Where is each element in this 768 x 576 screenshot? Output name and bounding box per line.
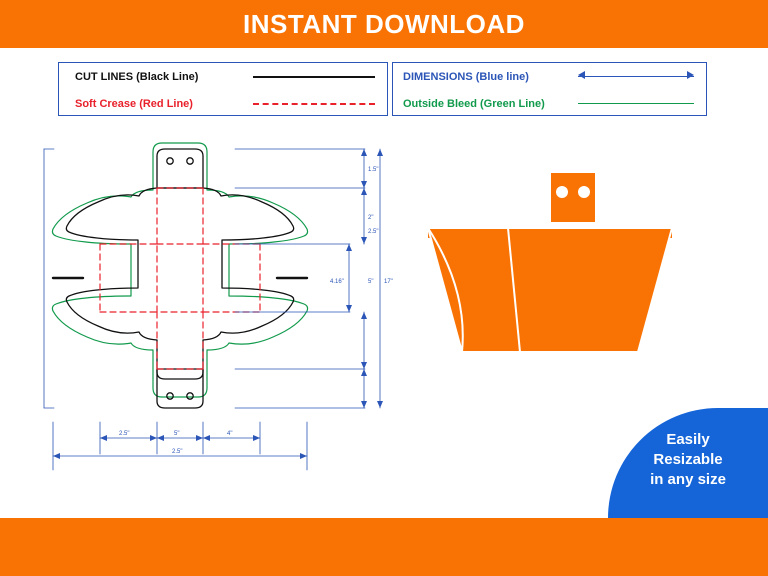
legend-sample-cut-line: [253, 70, 375, 84]
legend-row-soft-crease: [59, 90, 387, 117]
dimension-label-1: 1.5": [368, 167, 379, 173]
dimension-label-8: 5": [174, 431, 180, 437]
crease-lines: [100, 188, 260, 369]
legend-sample-crease-line: [253, 97, 375, 111]
box-dieline-drawing: [20, 126, 410, 486]
box-3d-svg: [410, 170, 710, 380]
legend-row-dimensions: [393, 63, 706, 90]
dimension-label-6: 17": [384, 279, 393, 285]
badge-line-3: in any size: [650, 471, 726, 488]
bleed-outline: [52, 143, 307, 397]
dimension-label-3: 2.5": [368, 229, 379, 235]
legend-sample-bleed-line: [578, 97, 694, 111]
dimension-label-2: 2": [368, 215, 374, 221]
arrow-left-icon: [578, 71, 585, 79]
legend-label-cut-lines: CUT LINES (Black Line): [75, 70, 199, 83]
legend-row-outside-bleed: [393, 90, 706, 117]
dimension-labels: [119, 167, 393, 455]
dimension-arrowheads: [53, 149, 383, 459]
page-title: INSTANT DOWNLOAD: [243, 8, 525, 39]
badge-line-2: Resizable: [653, 451, 723, 468]
legend-label-dimensions: DIMENSIONS (Blue line): [403, 70, 529, 83]
dimension-label-9: 4": [227, 431, 233, 437]
box-3d-preview: [410, 170, 710, 380]
footer-bar: [0, 518, 768, 576]
legend-row-cut-lines: [59, 63, 387, 90]
legend-label-soft-crease: Soft Crease (Red Line): [75, 97, 193, 110]
dimension-label-5: 4.16": [330, 279, 344, 285]
legend-sample-dimension-arrow: [578, 70, 694, 84]
arrow-right-icon: [687, 71, 694, 79]
dimension-label-7: 2.5": [119, 431, 130, 437]
dimension-label-10: 2.5": [172, 449, 183, 455]
badge-line-1: Easily: [666, 431, 710, 448]
legend-cut-crease: [58, 62, 388, 116]
dieline-svg: [20, 126, 410, 486]
legend-dimensions-bleed: [392, 62, 707, 116]
dimension-lines: [44, 149, 380, 470]
dimension-label-4: 5": [368, 279, 374, 285]
resizable-badge: [608, 408, 768, 518]
legend-label-outside-bleed: Outside Bleed (Green Line): [403, 97, 545, 110]
